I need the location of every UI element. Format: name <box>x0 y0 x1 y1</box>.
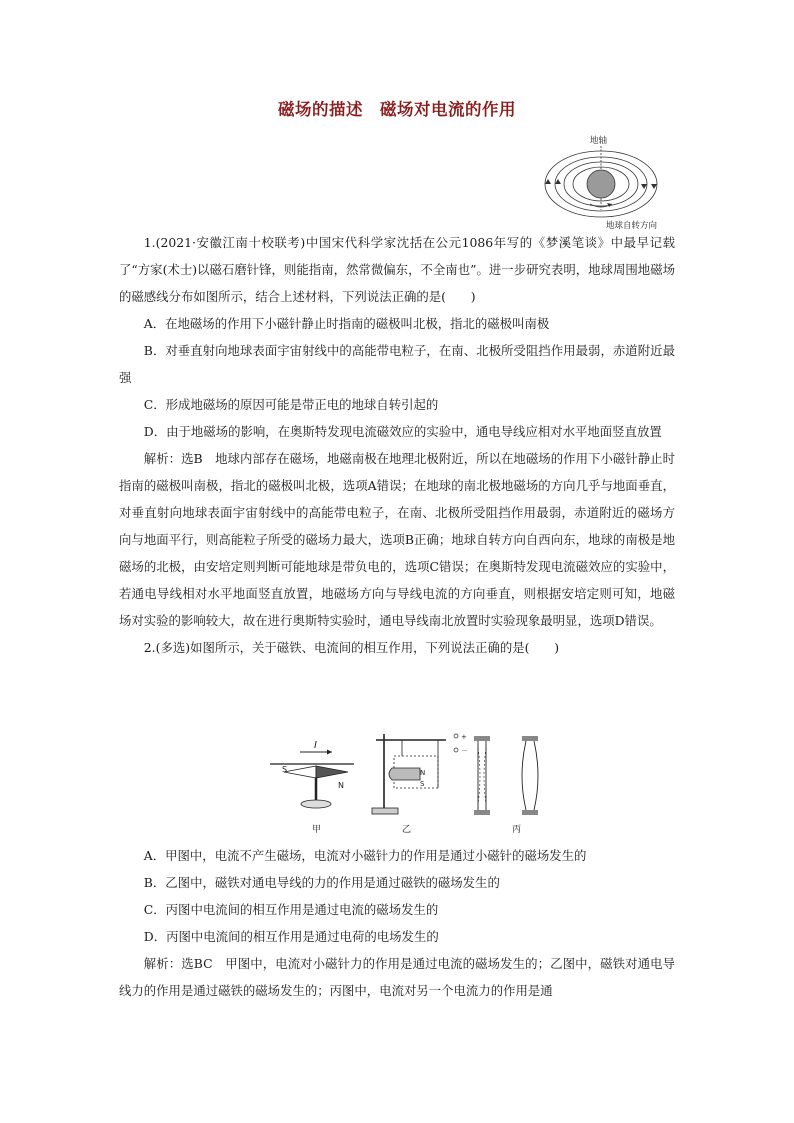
question-1-option-c: C．形成地磁场的原因可能是带正电的地球自转引起的 <box>143 397 439 412</box>
earth-globe <box>587 170 615 198</box>
question-1-option-b: B．对垂直射向地球表面宇宙射线中的高能带电粒子，在南、北极所受阻挡作用最弱，赤道附近最强 <box>119 343 675 385</box>
question-2-option-a: A．甲图中，电流不产生磁场，电流对小磁针力的作用是通过小磁针的磁场发生的 <box>143 848 587 863</box>
question-1-analysis: 解析：选B 地球内部存在磁场，地磁南极在地理北极附近，所以在地磁场的作用下小磁针静止时指南的磁极叫南极，指北的磁极叫北极，选项A错误；在地球的南北极地磁场的方向几乎与地面垂直，对垂直射向地球表面宇宙射线中的高能带电粒子，在南、北极所受阻挡作用最弱，赤道附近的磁场方向与地面平行，则高能粒子所受的磁场力最大，选项B正确；地球自转方向自西向东，地球的南极是地磁场的北极，由安培定则判断可能地球是带负电的，选项C错误；在奥斯特发现电流磁效应的实验中，若通电导线相对水平地面竖直放置，地磁场方向与导线电流的方向垂直，则根据安培定则可知，地磁场对实验的影响较大，故在进行奥斯特实验时，通电导线南北放置时实验现象最明显，选项D错误。 <box>119 451 675 628</box>
plus-terminal-label: + <box>461 733 467 741</box>
question-2-body <box>119 842 675 1004</box>
earth-axis-label: 地轴 <box>590 136 608 146</box>
figure-jia <box>270 740 354 835</box>
minus-terminal-label: － <box>461 747 468 755</box>
earth-magnetic-field-figure <box>540 132 676 232</box>
caption-bing: 丙 <box>512 825 522 835</box>
magnet-s-label: S <box>420 780 425 788</box>
question-2-stem: 2.(多选)如图所示，关于磁铁、电流间的相互作用，下列说法正确的是( ) <box>143 640 560 655</box>
figure-yi <box>372 733 468 835</box>
earth-rotation-label: 地球自转方向 <box>606 221 658 231</box>
caption-yi: 乙 <box>402 825 412 835</box>
n-pole-label: N <box>338 781 344 790</box>
question-2-option-c: C．丙图中电流间的相互作用是通过电流的磁场发生的 <box>143 902 439 917</box>
question-2-option-b: B．乙图中，磁铁对通电导线的力的作用是通过磁铁的磁场发生的 <box>143 875 500 890</box>
question-1-stem: 1.(2021·安徽江南十校联考)中国宋代科学家沈括在公元1086年写的《梦溪笔谈》中最早记载了“方家(术士)以磁石磨针锋，则能指南，然常微偏东，不全南也”。进一步研究表明，地球周围地磁场的磁感线分布如图所示，结合上述材料，下列说法正确的是( ) <box>119 235 675 304</box>
s-pole-label: S <box>282 765 288 774</box>
magnet-n-label: N <box>420 769 426 777</box>
question-1-option-d: D．由于地磁场的影响，在奥斯特发现电流磁效应的实验中，通电导线应相对水平地面竖直放置 <box>143 424 662 439</box>
question-2-analysis: 解析：选BC 甲图中，电流对小磁针力的作用是通过电流的磁场发生的；乙图中，磁铁对通电导线力的作用是通过磁铁的磁场发生的；丙图中，电流对另一个电流力的作用是通 <box>119 956 675 998</box>
question-2-option-d: D．丙图中电流间的相互作用是通过电荷的电场发生的 <box>143 929 439 944</box>
magnet-current-figures <box>268 728 558 840</box>
current-label: I <box>314 740 317 751</box>
question-1 <box>119 229 675 661</box>
figure-bing <box>474 736 538 835</box>
page-title: 磁场的描述 磁场对电流的作用 <box>278 100 516 119</box>
caption-jia: 甲 <box>312 825 322 835</box>
question-1-option-a: A．在地磁场的作用下小磁针静止时指南的磁极叫北极，指北的磁极叫南极 <box>143 316 550 331</box>
